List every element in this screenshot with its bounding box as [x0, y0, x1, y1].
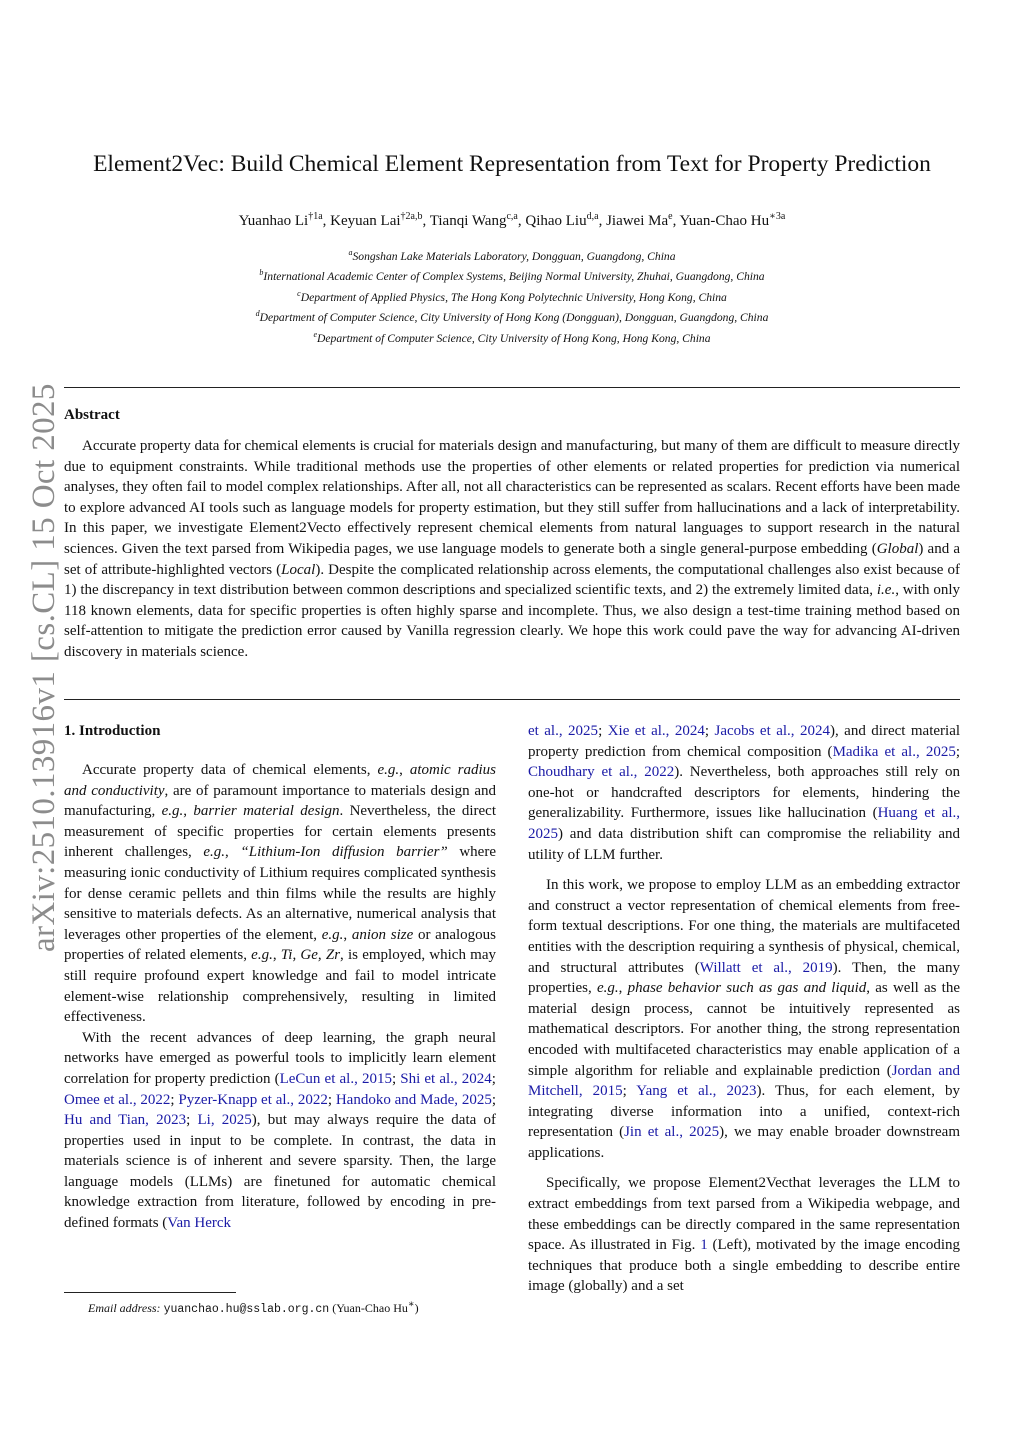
citation-link[interactable]: Madika et al., 2025: [832, 743, 956, 760]
affiliation-line: $^c$Department of Applied Physics, The Hong Kong Polytechnic University, Hong Kong, China: [297, 288, 727, 304]
citation-link[interactable]: Handoko and Made, 2025: [335, 1091, 492, 1108]
citation-link[interactable]: Shi et al., 2024: [400, 1070, 492, 1087]
intro-paragraph-2: With the recent advances of deep learning, the graph neural networks have emerged as powerful tools to implicitly learn element correlation for property prediction (LeCun et al., 2015; Shi et al., 2024; Omee et al., 2022; Pyzer-Knapp et al., 2022; Handoko and Made, 2025; Hu and Tian, 2023; Li, 2025), but may always require the data of properties used in input to be complete. In contrast, the data in materials science is of inherent and severe sparsity. Then, the large language models (LLMs) are finetuned for automatic chemical knowledge extraction from literature, followed by encoding in pre-defined formats (Van Herck: [64, 1029, 496, 1232]
citation-link[interactable]: Pyzer-Knapp et al., 2022: [178, 1091, 328, 1108]
abstract-top-rule: [64, 387, 960, 388]
citation-link[interactable]: Jin et al., 2025: [624, 1124, 720, 1141]
right-column: [528, 721, 960, 1297]
citation-link[interactable]: Omee et al., 2022: [64, 1091, 171, 1108]
citation-link[interactable]: Willatt et al., 2019: [699, 959, 833, 976]
citation-link[interactable]: Hu and Tian, 2023: [64, 1112, 187, 1129]
author-name: Yuan-Chao Hu: [679, 213, 770, 229]
author-superscript: e: [668, 211, 673, 222]
intro-paragraph-4: Specifically, we propose Element2Vecthat leverages the LLM to extract embeddings from text parsed from a Wikipedia webpage, and these embeddings can be directly compared in the same representation space. As illustrated in Fig. 1 (Left), motivated by the image encoding techniques that produce both a single embedding to describe entire image (globally) and a set: [528, 1175, 960, 1295]
author-name: Qihao Liu: [525, 213, 587, 229]
author-name: Keyuan Lai: [330, 213, 401, 229]
affiliation-line: $^a$Songshan Lake Materials Laboratory, Dongguan, Guangdong, China: [348, 248, 676, 263]
affiliation-line: $^d$Department of Computer Science, City University of Hong Kong (Dongguan), Dongguan, Guangdong, China: [255, 309, 769, 325]
author-superscript: ∗3a: [769, 211, 786, 222]
author-superscript: d,a: [586, 211, 599, 222]
paper-title: Element2Vec: Build Chemical Element Representation from Text for Property Prediction: [93, 151, 931, 177]
citation-link[interactable]: Van Herck: [167, 1215, 232, 1232]
affiliation-line: $^b$International Academic Center of Complex Systems, Beijing Normal University, Zhuhai, Guangdong, China: [259, 268, 765, 284]
author-superscript: c,a: [506, 211, 518, 222]
abstract-heading: Abstract: [64, 407, 120, 423]
author-name: Yuanhao Li: [238, 213, 309, 229]
intro-paragraph-1: Accurate property data of chemical elements, e.g., atomic radius and conductivity, are of paramount importance to materials design and manufacturing, e.g., barrier material design. Nevertheless, the direct measurement of specific properties for certain elements presents inherent challenges, e.g., “Lithium-Ion diffusion barrier” where measuring ionic conductivity of Lithium requires complicated synthesis for dense ceramic pellets and thin films while the results are highly sensitive to materials defects. As an alternative, numerical analysis that leverages other properties of the element, e.g., anion size or analogous properties of related elements, e.g., Ti, Ge, Zr, is employed, which may still require profound expert knowledge and fail to model intricate element-wise relationship comprehensively, resulting in limited effectiveness.: [64, 762, 496, 1026]
citation-link[interactable]: Jordan and Mitchell, 2015: [528, 1062, 960, 1100]
arxiv-identifier-stamp: arXiv:2510.13916v1 [cs.CL] 15 Oct 2025: [26, 383, 62, 952]
section-heading-introduction: 1. Introduction: [64, 723, 161, 739]
intro-paragraph-2-continued: et al., 2025; Xie et al., 2024; Jacobs et al., 2024), and direct material property prediction from chemical composition (Madika et al., 2025; Choudhary et al., 2022). Nevertheless, both approaches still rely on one-hot or handcrafted descriptors for elements, hindering the generalizability. Furthermore, issues like hallucination (Huang et al., 2025) and data distribution shift can compromise the reliability and utility of LLM further.: [528, 723, 961, 863]
left-column: [64, 721, 496, 1234]
affiliation-line: $^e$Department of Computer Science, City University of Hong Kong, Hong Kong, China: [313, 329, 711, 345]
citation-link[interactable]: LeCun et al., 2015: [279, 1070, 392, 1087]
footnote-email: Email address: yuanchao.hu@sslab.org.cn (Yuan-Chao Hu∗): [88, 1299, 419, 1316]
citation-link[interactable]: Li, 2025: [197, 1112, 252, 1129]
citation-link[interactable]: Choudhary et al., 2022: [528, 764, 675, 781]
intro-paragraph-3: In this work, we propose to employ LLM as an embedding extractor and construct a vector representation of chemical elements from free-form textual descriptions. For one thing, the materials are multifaceted entities with the description requiring a synthesis of physical, chemical, and structural attributes (Willatt et al., 2019). Then, the many properties, e.g., phase behavior such as gas and liquid, as well as the material design process, cannot be intuitively represented as mathematical descriptors. For another thing, the strong representation encoded with multifaceted characteristics may enable application of a simple algorithm for reliable and explainable prediction (Jordan and Mitchell, 2015; Yang et al., 2023). Thus, for each element, by integrating diverse information into a unified, context-rich representation (Jin et al., 2025), we may enable broader downstream applications.: [528, 877, 961, 1161]
author-name: Tianqi Wang: [429, 213, 507, 229]
citation-link[interactable]: Xie et al., 2024: [607, 723, 705, 739]
figure-reference-link[interactable]: 1: [700, 1237, 708, 1254]
abstract-bottom-rule: [64, 699, 960, 700]
author-superscript: †2a,b: [400, 211, 423, 222]
author-list: Yuanhao $Li^{\dagger 1a}$, Keyuan Lai$^{\dagger 2a,b}$, Tianqi Wang$^{c,a}$, Qihao Liu$^{d,a}$, Jiawei Ma$^e$, Yuan-Chao $Hu^{∗3a}$: [238, 211, 786, 229]
affiliation-list: [40, 245, 984, 347]
citation-link[interactable]: Yang et al., 2023: [636, 1083, 757, 1100]
footnote-rule: [64, 1292, 236, 1293]
citation-link[interactable]: et al., 2025: [528, 723, 599, 739]
author-superscript: †1a: [308, 211, 323, 222]
abstract-text: Accurate property data for chemical elements is crucial for materials design and manufacturing, but many of them are difficult to measure directly due to equipment constraints. While traditional methods use the properties of other elements or related properties for prediction via numerical analyses, they often fail to model complex relationships. After all, not all characteristics can be represented as scalars. Recent efforts have been made to explore advanced AI tools such as language models for property estimation, but they still suffer from hallucinations and a lack of interpretability. In this paper, we investigate Element2Vecto effectively represent chemical elements from natural languages to support research in the natural sciences. Given the text parsed from Wikipedia pages, we use language models to generate both a single general-purpose embedding (Global) and a set of attribute-highlighted vectors (Local). Despite the complicated relationship across elements, the computational challenges also exist because of 1) the discrepancy in text distribution between common descriptions and specialized scientific texts, and 2) the extremely limited data, i.e., with only 118 known elements, data for specific properties is often highly sparse and incomplete. Thus, we also design a test-time training method based on self-attention to mitigate the prediction error caused by Vanilla regression clearly. We hope this work could pave the way for advancing AI-driven discovery in materials science.: [64, 438, 961, 660]
email-link[interactable]: yuanchao.hu@sslab.org.cn: [163, 1303, 330, 1316]
citation-link[interactable]: Huang et al., 2025: [528, 805, 960, 842]
author-name: Jiawei Ma: [606, 213, 669, 229]
citation-link[interactable]: Jacobs et al., 2024: [714, 723, 830, 739]
